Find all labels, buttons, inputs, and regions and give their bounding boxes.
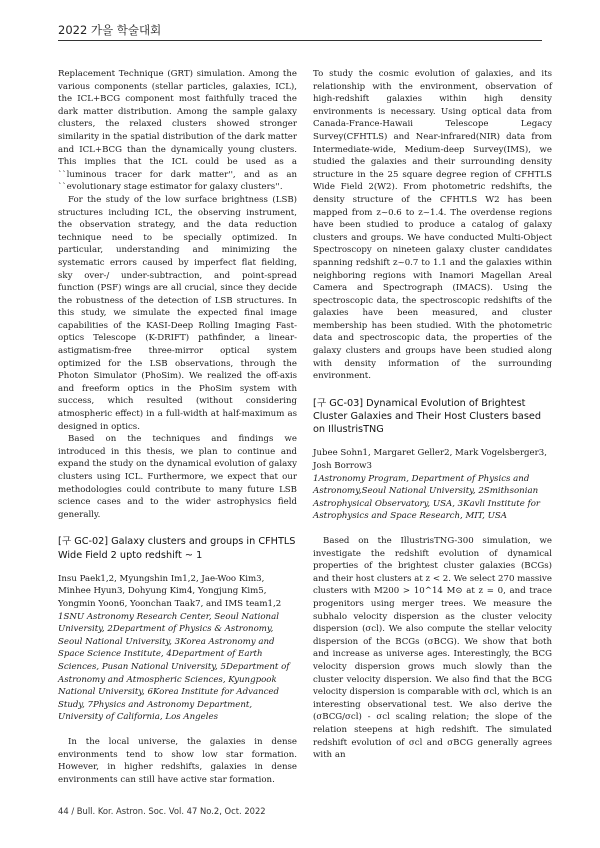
paragraph: Based on the techniques and findings we introduced in this thesis, we plan to continue and expand the study on the dynamical evolution of galaxy clusters using ICL. Furthermore, we expect that our methodologies could contribute to many future LSB science cases and to the wider astrophysics field generally.: [58, 434, 297, 520]
running-head: 2022 가을 학술대회: [58, 23, 162, 37]
left-column: [58, 68, 297, 786]
paragraph: In the local universe, the galaxies in dense environments tend to show low star formation. However, in higher redshifts, galaxies in dense environments can still have active star formation.: [58, 736, 297, 785]
page-footer: 44 / Bull. Kor. Astron. Soc. Vol. 47 No.2, Oct. 2022: [58, 806, 266, 816]
abstract-title-gc02: [구 GC-02] Galaxy clusters and groups in CFHTLS Wide Field 2 upto redshift ~ 1: [58, 536, 296, 561]
header-rule: [58, 40, 542, 41]
author-list: Jubee Sohn1, Margaret Geller2, Mark Vogelsberger3, Josh Borrow3: [313, 448, 547, 472]
paragraph: To study the cosmic evolution of galaxies, and its relationship with the environment, observation of high-redshift galaxies within high density environments is necessary. Using optical data from Canada-France-Hawaii Telescope Legacy Survey(CFHTLS) and Near-infrared(NIR) data from Intermediate-wide, Medium-deep Survey(IMS), we studied the galaxies and their surrounding density structure in the 25 square degree region of CFHTLS Wide Field 2(W2). From photometric redshifts, the density structure of the CFHTLS W2 has been mapped from z~0.6 to z~1.4. The overdense regions have been studied to produce a catalog of galaxy clusters and groups. We have conducted Multi-Object Spectroscopy on nineteen galaxy cluster candidates spanning redshift z~0.7 to 1.1 and the galaxies within neighboring regions with Inamori Magellan Areal Camera and Spectrograph (IMACS). Using the spectroscopic data, the spectroscopic redshifts of the galaxies have been measured, and cluster membership has been studied. With the photometric data and spectroscopic data, the properties of the galaxy clusters and groups have been studied along with density information of the surrounding environment.: [313, 69, 552, 382]
paragraph: Based on the IllustrisTNG-300 simulation, we investigate the redshift evolution of dynamical properties of the brightest cluster galaxies (BCGs) and their host clusters at z < 2. We select 270 massive clusters with M200 > 10^14 M⊙ at z = 0, and trace progenitors using merger trees. We measure the subhalo velocity dispersion as the cluster velocity dispersion (σcl). We also compute the stellar velocity dispersion of the BCGs (σBCG). We show that both and increase as universe ages. Interestingly, the BCG velocity dispersion grows much slowly than the cluster velocity dispersion. We also find that the BCG velocity dispersion is comparable with σcl, which is an interesting observational test. We also derive the (σBCG/σcl) - σcl scaling relation; the slope of the relation steepens at high redshift. The simulated redshift evolution of σcl and σBCG generally agrees with an: [313, 536, 552, 761]
author-list: Insu Paek1,2, Myungshin Im1,2, Jae-Woo Kim3, Minhee Hyun3, Dohyung Kim4, Yongjung Kim5, Yongmin Yoon6, Yoonchan Taak7, and IMS team1,2: [58, 573, 282, 609]
affiliation-list: 1SNU Astronomy Research Center, Seoul National University, 2Department of Physics & Astronomy, Seoul National University, 3Korea Astronomy and Space Science Institute, 4Department of Earth Sciences, Pusan National University, 5Department of Astronomy and Atmospheric Sciences, Kyungpook National University, 6Korea Institute for Advanced Study, 7Physics and Astronomy Department, University of California, Los Angeles: [58, 611, 290, 723]
paragraph: Replacement Technique (GRT) simulation. Among the various components (stellar particles, galaxies, ICL), the ICL+BCG component most faithfully traced the dark matter distribution. Among the sample galaxy clusters, the relaxed clusters showed stronger similarity in the spatial distribution of the dark matter and ICL+BCG than the dynamically young clusters. This implies that the ICL could be used as a ``luminous tracer for dark matter'', and as an ``evolutionary stage estimator for galaxy clusters''.: [58, 69, 297, 193]
abstract-title-gc03: [구 GC-03] Dynamical Evolution of Brightest Cluster Galaxies and Their Host Clusters based on IllustrisTNG: [313, 397, 542, 436]
paragraph: For the study of the low surface brightness (LSB) structures including ICL, the observing instrument, the observation strategy, and the data reduction technique need to be specially optimized. In particular, understanding and minimizing the systematic errors caused by imperfect flat fielding, sky over-/ under-subtraction, and point-spread function (PSF) wings are all crucial, since they decide the robustness of the detection of LSB structures. In this study, we simulate the expected final image capabilities of the KASI-Deep Rolling Imaging Fast-optics Telescope (K-DRIFT) pathfinder, a linear-astigmatism-free three-mirror optical system optimized for the LSB observations, through the Photon Simulator (PhoSim). We realized the off-axis and freeform optics in the PhoSim system with success, which resulted (without considering atmospheric effect) in a full-width at half-maximum as designed in optics.: [58, 194, 297, 432]
affiliation-list: 1Astronomy Program, Department of Physics and Astronomy,Seoul National University, 2Smithsonian Astrophysical Observatory, USA, 3Kavli Institute for Astrophysics and Space Research, MIT, USA: [313, 473, 541, 522]
right-column: [313, 68, 552, 762]
